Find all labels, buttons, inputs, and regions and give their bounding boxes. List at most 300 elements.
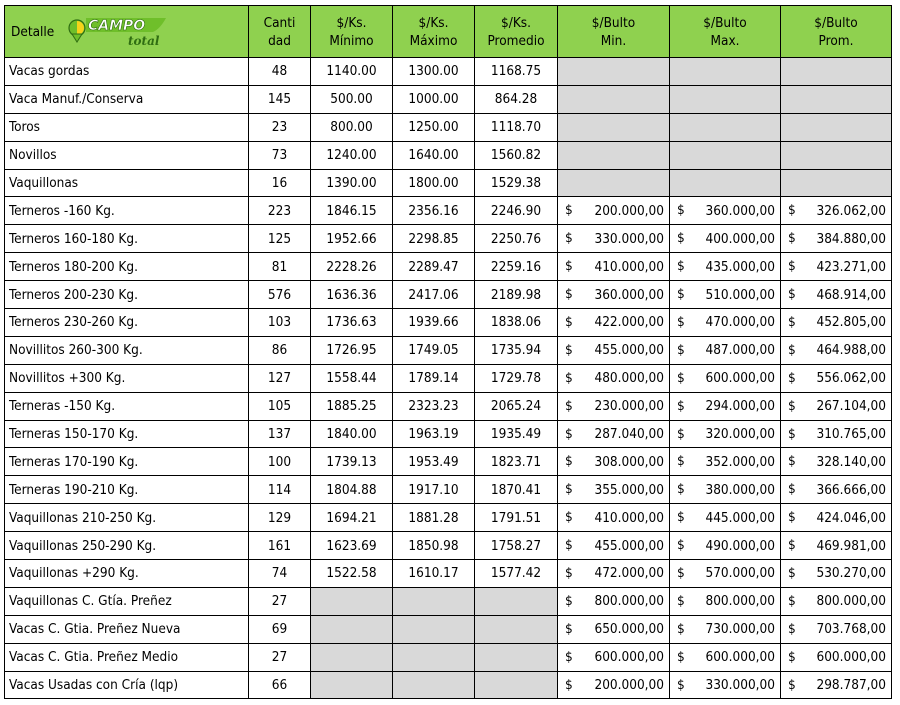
cell-bulto-max <box>670 504 781 532</box>
cell-bulto-prom-value: 469.981,00 <box>816 537 886 554</box>
cell-cantidad: 66 <box>249 671 311 699</box>
cell-ks-max: 1850.98 <box>393 532 475 560</box>
cell-bulto-min-value: 422.000,00 <box>594 314 664 331</box>
cell-bulto-min-value: 200.000,00 <box>594 677 664 694</box>
cell-bulto-min-empty <box>558 113 670 141</box>
currency-symbol: $ <box>788 230 796 247</box>
header-detalle <box>5 6 249 58</box>
cell-bulto-max <box>670 225 781 253</box>
currency-symbol: $ <box>677 202 685 219</box>
cell-ks-prom: 2065.24 <box>475 392 558 420</box>
cell-bulto-prom <box>781 225 892 253</box>
cell-detalle: Vacas gordas <box>5 58 249 86</box>
cell-bulto-max <box>670 309 781 337</box>
cell-bulto-max-value: 360.000,00 <box>705 202 775 219</box>
logo-text: CAMPO <box>88 17 146 34</box>
cell-cantidad: 576 <box>249 281 311 309</box>
cell-bulto-min <box>558 225 670 253</box>
cell-detalle: Terneros 230-260 Kg. <box>5 309 249 337</box>
cell-bulto-prom <box>781 420 892 448</box>
currency-symbol: $ <box>788 369 796 386</box>
cell-ks-max: 1953.49 <box>393 448 475 476</box>
cell-ks-prom-empty <box>475 587 558 615</box>
cell-detalle: Vaquillonas 250-290 Kg. <box>5 532 249 560</box>
cell-bulto-min <box>558 587 670 615</box>
cell-bulto-max-value: 470.000,00 <box>705 314 775 331</box>
table-row <box>5 448 892 476</box>
cell-bulto-max-value: 400.000,00 <box>705 230 775 247</box>
cattle-price-table <box>4 5 892 699</box>
cell-bulto-prom <box>781 532 892 560</box>
cell-ks-min: 2228.26 <box>311 253 393 281</box>
cell-bulto-min <box>558 197 670 225</box>
cell-detalle: Terneros -160 Kg. <box>5 197 249 225</box>
cell-bulto-max <box>670 336 781 364</box>
cell-detalle: Novillitos 260-300 Kg. <box>5 336 249 364</box>
cell-ks-prom-empty <box>475 671 558 699</box>
cell-cantidad: 69 <box>249 615 311 643</box>
cell-bulto-prom-value: 556.062,00 <box>816 370 886 387</box>
currency-symbol: $ <box>565 509 573 526</box>
cell-ks-max: 1881.28 <box>393 504 475 532</box>
cell-bulto-prom-value: 384.880,00 <box>816 230 886 247</box>
currency-symbol: $ <box>565 537 573 554</box>
cell-detalle: Vaquillonas C. Gtía. Preñez <box>5 587 249 615</box>
currency-symbol: $ <box>788 648 796 665</box>
cell-bulto-prom <box>781 615 892 643</box>
cell-cantidad: 125 <box>249 225 311 253</box>
cell-bulto-max-empty <box>670 58 781 86</box>
cell-bulto-min <box>558 476 670 504</box>
cell-bulto-max-value: 294.000,00 <box>705 398 775 415</box>
currency-symbol: $ <box>565 369 573 386</box>
cell-bulto-min <box>558 281 670 309</box>
cell-bulto-min <box>558 532 670 560</box>
cell-bulto-prom-value: 267.104,00 <box>816 398 886 415</box>
cell-cantidad: 81 <box>249 253 311 281</box>
currency-symbol: $ <box>788 481 796 498</box>
table-row <box>5 225 892 253</box>
cell-ks-prom: 1529.38 <box>475 169 558 197</box>
currency-symbol: $ <box>565 453 573 470</box>
cell-bulto-min <box>558 560 670 588</box>
cell-ks-max: 1939.66 <box>393 309 475 337</box>
table-row <box>5 532 892 560</box>
currency-symbol: $ <box>677 230 685 247</box>
cell-ks-max-empty <box>393 615 475 643</box>
currency-symbol: $ <box>788 286 796 303</box>
cell-ks-min: 1522.58 <box>311 560 393 588</box>
cell-bulto-prom <box>781 253 892 281</box>
cell-cantidad: 129 <box>249 504 311 532</box>
cell-bulto-max <box>670 197 781 225</box>
cell-bulto-min-value: 308.000,00 <box>594 453 664 470</box>
cell-ks-min: 800.00 <box>311 113 393 141</box>
cell-bulto-min-value: 600.000,00 <box>594 649 664 666</box>
table-body <box>5 58 892 699</box>
cell-bulto-min <box>558 643 670 671</box>
cell-bulto-max <box>670 643 781 671</box>
cell-bulto-prom <box>781 281 892 309</box>
cell-ks-min: 1390.00 <box>311 169 393 197</box>
currency-symbol: $ <box>788 676 796 693</box>
campo-total-logo <box>68 14 168 50</box>
currency-symbol: $ <box>788 592 796 609</box>
cell-ks-prom: 2250.76 <box>475 225 558 253</box>
cell-bulto-min-value: 287.040,00 <box>594 426 664 443</box>
cell-ks-max: 2417.06 <box>393 281 475 309</box>
header-detalle-label: Detalle <box>11 23 55 40</box>
cell-bulto-prom-value: 424.046,00 <box>816 509 886 526</box>
currency-symbol: $ <box>565 481 573 498</box>
cell-ks-max: 1610.17 <box>393 560 475 588</box>
cell-ks-prom: 2246.90 <box>475 197 558 225</box>
cell-ks-prom: 1758.27 <box>475 532 558 560</box>
cell-ks-min: 500.00 <box>311 85 393 113</box>
cell-ks-prom-empty <box>475 643 558 671</box>
cell-detalle: Terneras -150 Kg. <box>5 392 249 420</box>
cell-ks-max-empty <box>393 587 475 615</box>
cell-bulto-max-value: 600.000,00 <box>705 649 775 666</box>
currency-symbol: $ <box>788 425 796 442</box>
cell-cantidad: 105 <box>249 392 311 420</box>
cell-ks-prom: 1735.94 <box>475 336 558 364</box>
cell-bulto-min-value: 410.000,00 <box>594 509 664 526</box>
cell-ks-min-empty <box>311 587 393 615</box>
cell-bulto-prom <box>781 336 892 364</box>
cell-bulto-min <box>558 309 670 337</box>
cell-ks-max: 1789.14 <box>393 364 475 392</box>
cell-cantidad: 127 <box>249 364 311 392</box>
currency-symbol: $ <box>788 620 796 637</box>
cell-ks-min: 1726.95 <box>311 336 393 364</box>
cell-bulto-prom-value: 703.768,00 <box>816 621 886 638</box>
cell-ks-min: 1736.63 <box>311 309 393 337</box>
cell-bulto-max-empty <box>670 169 781 197</box>
cell-detalle: Toros <box>5 113 249 141</box>
cell-ks-prom: 1560.82 <box>475 141 558 169</box>
cell-bulto-max <box>670 532 781 560</box>
cell-bulto-max <box>670 364 781 392</box>
currency-symbol: $ <box>788 565 796 582</box>
table-row <box>5 113 892 141</box>
table-row <box>5 85 892 113</box>
cell-detalle: Vaquillonas 210-250 Kg. <box>5 504 249 532</box>
table-row <box>5 560 892 588</box>
cell-bulto-max-empty <box>670 141 781 169</box>
currency-symbol: $ <box>677 481 685 498</box>
cell-bulto-max <box>670 392 781 420</box>
table-row <box>5 643 892 671</box>
currency-symbol: $ <box>677 341 685 358</box>
cell-bulto-prom <box>781 309 892 337</box>
cell-bulto-min-value: 455.000,00 <box>594 537 664 554</box>
cell-bulto-prom-empty <box>781 113 892 141</box>
cell-bulto-min-empty <box>558 141 670 169</box>
currency-symbol: $ <box>788 453 796 470</box>
cell-ks-min: 1739.13 <box>311 448 393 476</box>
cell-ks-max: 1917.10 <box>393 476 475 504</box>
cell-detalle: Vacas C. Gtia. Preñez Medio <box>5 643 249 671</box>
table-row <box>5 197 892 225</box>
cell-detalle: Novillos <box>5 141 249 169</box>
cell-bulto-prom-value: 452.805,00 <box>816 314 886 331</box>
cell-ks-max: 1800.00 <box>393 169 475 197</box>
currency-symbol: $ <box>677 620 685 637</box>
currency-symbol: $ <box>565 397 573 414</box>
price-table-container <box>4 5 892 699</box>
currency-symbol: $ <box>565 676 573 693</box>
cell-bulto-max-empty <box>670 85 781 113</box>
table-row <box>5 587 892 615</box>
currency-symbol: $ <box>677 592 685 609</box>
cell-detalle: Vaca Manuf./Conserva <box>5 85 249 113</box>
cell-ks-min: 1140.00 <box>311 58 393 86</box>
currency-symbol: $ <box>565 314 573 331</box>
cell-ks-max: 2323.23 <box>393 392 475 420</box>
cell-bulto-prom <box>781 197 892 225</box>
cell-bulto-min-value: 355.000,00 <box>594 481 664 498</box>
cell-ks-min-empty <box>311 671 393 699</box>
cell-bulto-prom-value: 310.765,00 <box>816 426 886 443</box>
cell-bulto-min <box>558 253 670 281</box>
cell-bulto-min-value: 455.000,00 <box>594 342 664 359</box>
cell-bulto-prom <box>781 476 892 504</box>
cell-bulto-max <box>670 587 781 615</box>
cell-cantidad: 73 <box>249 141 311 169</box>
cell-bulto-max <box>670 671 781 699</box>
cell-bulto-prom <box>781 364 892 392</box>
currency-symbol: $ <box>788 258 796 275</box>
currency-symbol: $ <box>677 314 685 331</box>
cell-bulto-prom-value: 600.000,00 <box>816 649 886 666</box>
cell-bulto-max-value: 320.000,00 <box>705 426 775 443</box>
cell-cantidad: 16 <box>249 169 311 197</box>
cell-ks-min: 1240.00 <box>311 141 393 169</box>
cell-cantidad: 23 <box>249 113 311 141</box>
cell-ks-min: 1804.88 <box>311 476 393 504</box>
cell-bulto-max-value: 445.000,00 <box>705 509 775 526</box>
cell-bulto-max <box>670 560 781 588</box>
cell-bulto-max-value: 352.000,00 <box>705 453 775 470</box>
table-row <box>5 336 892 364</box>
currency-symbol: $ <box>677 425 685 442</box>
cell-detalle: Vacas Usadas con Cría (lqp) <box>5 671 249 699</box>
cell-cantidad: 48 <box>249 58 311 86</box>
cell-ks-prom: 1935.49 <box>475 420 558 448</box>
table-row <box>5 476 892 504</box>
cell-bulto-prom-value: 464.988,00 <box>816 342 886 359</box>
cell-bulto-min <box>558 504 670 532</box>
cell-bulto-min-value: 800.000,00 <box>594 593 664 610</box>
cell-cantidad: 137 <box>249 420 311 448</box>
cell-ks-min: 1846.15 <box>311 197 393 225</box>
currency-symbol: $ <box>565 592 573 609</box>
cell-ks-min: 1694.21 <box>311 504 393 532</box>
cell-bulto-max-value: 800.000,00 <box>705 593 775 610</box>
currency-symbol: $ <box>565 648 573 665</box>
header-bulto-max: $/Bulto Max. <box>670 6 781 58</box>
cell-bulto-prom <box>781 587 892 615</box>
cell-cantidad: 161 <box>249 532 311 560</box>
logo-graphic <box>68 14 168 50</box>
cell-detalle: Terneras 190-210 Kg. <box>5 476 249 504</box>
currency-symbol: $ <box>677 648 685 665</box>
cell-bulto-prom-value: 298.787,00 <box>816 677 886 694</box>
cell-ks-max: 1300.00 <box>393 58 475 86</box>
cell-bulto-prom-empty <box>781 58 892 86</box>
cell-bulto-max-value: 487.000,00 <box>705 342 775 359</box>
cell-bulto-min-value: 410.000,00 <box>594 258 664 275</box>
cell-bulto-prom <box>781 560 892 588</box>
currency-symbol: $ <box>677 509 685 526</box>
cell-ks-max-empty <box>393 643 475 671</box>
cell-ks-prom: 1823.71 <box>475 448 558 476</box>
cell-bulto-max-value: 600.000,00 <box>705 370 775 387</box>
cell-ks-prom: 2189.98 <box>475 281 558 309</box>
cell-cantidad: 27 <box>249 643 311 671</box>
cell-ks-max-empty <box>393 671 475 699</box>
cell-detalle: Terneros 160-180 Kg. <box>5 225 249 253</box>
cell-bulto-max-value: 380.000,00 <box>705 481 775 498</box>
cell-detalle: Terneros 200-230 Kg. <box>5 281 249 309</box>
cell-ks-min-empty <box>311 615 393 643</box>
cell-ks-max: 2298.85 <box>393 225 475 253</box>
cell-ks-prom: 1118.70 <box>475 113 558 141</box>
currency-symbol: $ <box>677 258 685 275</box>
cell-cantidad: 86 <box>249 336 311 364</box>
cell-ks-prom: 1729.78 <box>475 364 558 392</box>
table-row <box>5 309 892 337</box>
currency-symbol: $ <box>788 397 796 414</box>
cell-ks-max: 2289.47 <box>393 253 475 281</box>
currency-symbol: $ <box>788 341 796 358</box>
currency-symbol: $ <box>788 202 796 219</box>
cell-bulto-min <box>558 671 670 699</box>
cell-detalle: Vacas C. Gtia. Preñez Nueva <box>5 615 249 643</box>
cell-bulto-prom <box>781 504 892 532</box>
cell-bulto-prom-value: 326.062,00 <box>816 202 886 219</box>
cell-ks-min: 1558.44 <box>311 364 393 392</box>
cell-ks-prom-empty <box>475 615 558 643</box>
cell-ks-prom: 1838.06 <box>475 309 558 337</box>
header-row <box>5 6 892 58</box>
table-row <box>5 671 892 699</box>
cell-bulto-max-value: 435.000,00 <box>705 258 775 275</box>
currency-symbol: $ <box>565 620 573 637</box>
cell-bulto-max <box>670 420 781 448</box>
cell-bulto-min-value: 472.000,00 <box>594 565 664 582</box>
cell-bulto-prom-empty <box>781 169 892 197</box>
cell-bulto-prom-value: 366.666,00 <box>816 481 886 498</box>
cell-bulto-min-value: 480.000,00 <box>594 370 664 387</box>
table-row <box>5 253 892 281</box>
cell-ks-max: 1963.19 <box>393 420 475 448</box>
currency-symbol: $ <box>677 397 685 414</box>
cell-bulto-max-value: 490.000,00 <box>705 537 775 554</box>
cell-detalle: Novillitos +300 Kg. <box>5 364 249 392</box>
currency-symbol: $ <box>565 425 573 442</box>
cell-ks-prom: 1791.51 <box>475 504 558 532</box>
cell-ks-max: 2356.16 <box>393 197 475 225</box>
cell-ks-prom: 1870.41 <box>475 476 558 504</box>
cell-bulto-min-value: 200.000,00 <box>594 202 664 219</box>
cell-bulto-max <box>670 476 781 504</box>
table-row <box>5 58 892 86</box>
cell-detalle: Vaquillonas <box>5 169 249 197</box>
cell-bulto-max <box>670 253 781 281</box>
cell-cantidad: 114 <box>249 476 311 504</box>
cell-bulto-prom <box>781 671 892 699</box>
cell-ks-prom: 2259.16 <box>475 253 558 281</box>
cell-bulto-min <box>558 364 670 392</box>
cell-bulto-prom-empty <box>781 141 892 169</box>
cell-ks-max: 1250.00 <box>393 113 475 141</box>
cell-ks-min: 1952.66 <box>311 225 393 253</box>
table-row <box>5 281 892 309</box>
cell-ks-max: 1640.00 <box>393 141 475 169</box>
cell-bulto-max <box>670 448 781 476</box>
currency-symbol: $ <box>788 537 796 554</box>
cell-cantidad: 74 <box>249 560 311 588</box>
cell-ks-min-empty <box>311 643 393 671</box>
cell-bulto-prom <box>781 643 892 671</box>
cell-detalle: Terneras 170-190 Kg. <box>5 448 249 476</box>
cell-cantidad: 223 <box>249 197 311 225</box>
cell-bulto-min-empty <box>558 169 670 197</box>
cell-bulto-prom-value: 328.140,00 <box>816 453 886 470</box>
cell-bulto-max-value: 730.000,00 <box>705 621 775 638</box>
cell-cantidad: 103 <box>249 309 311 337</box>
table-row <box>5 504 892 532</box>
table-row <box>5 141 892 169</box>
table-row <box>5 420 892 448</box>
table-row <box>5 392 892 420</box>
currency-symbol: $ <box>565 341 573 358</box>
cell-detalle: Terneros 180-200 Kg. <box>5 253 249 281</box>
header-ks-prom: $/Ks. Promedio <box>475 6 558 58</box>
cell-bulto-min-empty <box>558 85 670 113</box>
cell-bulto-min <box>558 336 670 364</box>
cell-bulto-min-value: 330.000,00 <box>594 230 664 247</box>
cell-detalle: Vaquillonas +290 Kg. <box>5 560 249 588</box>
cell-bulto-prom-value: 468.914,00 <box>816 286 886 303</box>
cell-ks-prom: 864.28 <box>475 85 558 113</box>
cell-bulto-prom-value: 530.270,00 <box>816 565 886 582</box>
cell-bulto-max-value: 570.000,00 <box>705 565 775 582</box>
cell-ks-max: 1749.05 <box>393 336 475 364</box>
cell-bulto-min <box>558 420 670 448</box>
cell-bulto-min <box>558 615 670 643</box>
cell-bulto-max <box>670 281 781 309</box>
cell-bulto-max-value: 510.000,00 <box>705 286 775 303</box>
cell-bulto-max-empty <box>670 113 781 141</box>
currency-symbol: $ <box>677 537 685 554</box>
header-bulto-min: $/Bulto Min. <box>558 6 670 58</box>
header-ks-max: $/Ks. Máximo <box>393 6 475 58</box>
cell-bulto-prom-value: 800.000,00 <box>816 593 886 610</box>
header-cantidad: Canti dad <box>249 6 311 58</box>
table-row <box>5 169 892 197</box>
cell-cantidad: 100 <box>249 448 311 476</box>
currency-symbol: $ <box>677 676 685 693</box>
cell-ks-min: 1623.69 <box>311 532 393 560</box>
cell-bulto-min-empty <box>558 58 670 86</box>
currency-symbol: $ <box>565 202 573 219</box>
cell-bulto-max <box>670 615 781 643</box>
cell-ks-min: 1636.36 <box>311 281 393 309</box>
cell-ks-prom: 1577.42 <box>475 560 558 588</box>
